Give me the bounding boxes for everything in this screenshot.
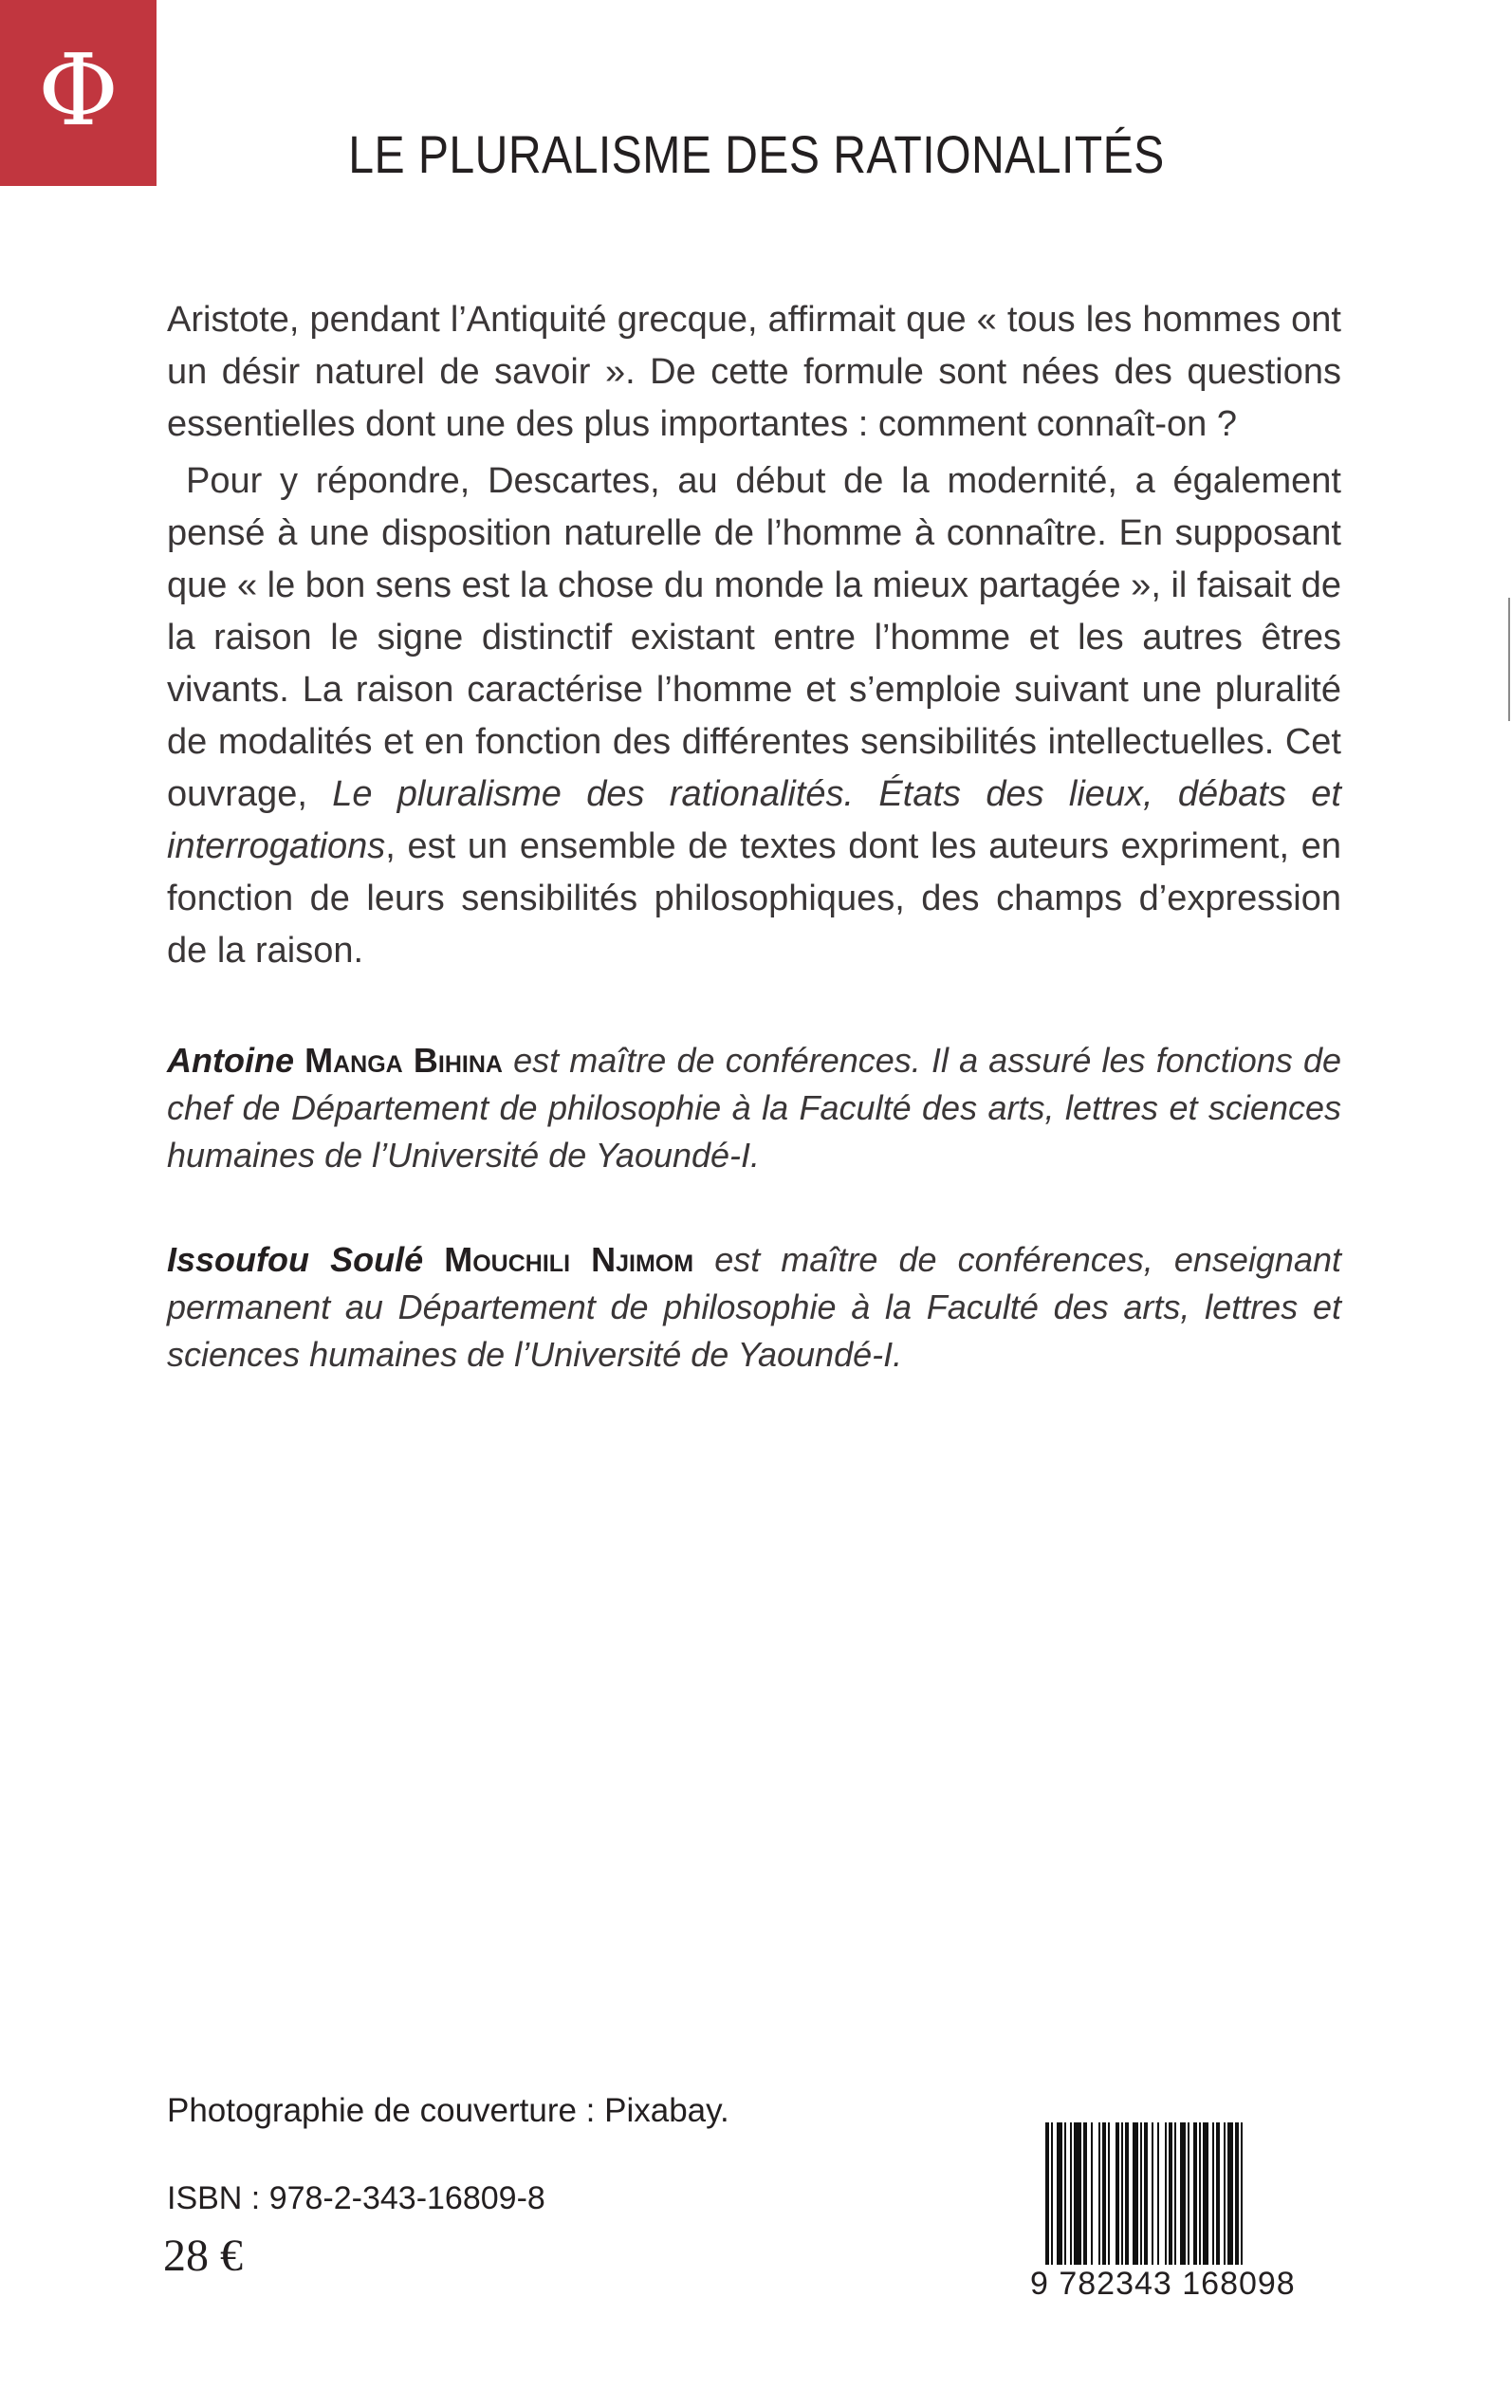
barcode-bar — [1051, 2122, 1053, 2265]
barcode-bar — [1083, 2122, 1087, 2265]
barcode-bar — [1074, 2122, 1081, 2265]
barcode-bar — [1045, 2122, 1049, 2265]
barcode-bar — [1227, 2122, 1233, 2265]
barcode-bar — [1169, 2122, 1172, 2265]
author-bio-text: est maître de conférences, enseignant permanent au Département de philosophie à la Faculté des arts, lettres et sciences humaines de l’Université de Yaoundé-I. — [167, 1240, 1341, 1374]
synopsis-paragraph-1: Aristote, pendant l’Antiquité grecque, affirmait que « tous les hommes ont un désir naturel de savoir ». De cette formule sont nées des questions essentielles dont une des plus importantes : comment connaît-on ? — [167, 300, 1341, 444]
barcode-bar — [1180, 2122, 1186, 2265]
phi-logo-icon: Φ — [37, 32, 120, 148]
barcode-bar — [1057, 2122, 1062, 2265]
barcode-bar — [1140, 2122, 1142, 2265]
barcode-bar — [1235, 2122, 1239, 2265]
barcode-bar — [1152, 2122, 1153, 2265]
barcode-bar — [1070, 2122, 1072, 2265]
barcode-bar — [1116, 2122, 1119, 2265]
barcode-digits: 9 782343 168098 — [1030, 2266, 1296, 2302]
barcode-bar — [1144, 2122, 1148, 2265]
barcode-bar — [1165, 2122, 1167, 2265]
barcode-bar — [1064, 2122, 1066, 2265]
barcode-bar — [1193, 2122, 1197, 2265]
barcode-bar — [1125, 2122, 1129, 2265]
barcode-bar — [1188, 2122, 1189, 2265]
barcode-bar — [1108, 2122, 1110, 2265]
synopsis-text: Pour y répondre, Descartes, au début de la modernité, a également pensé à une disposition naturelle de l’homme à connaître. En supposant que « le bon sens est la chose du monde la mieux partagée », il faisait de la raison le signe distinctif existant entre l’homme et les autres êtres vivants. La raison caractérise l’homme et s’emploie suivant une pluralité de modalités et en fonction des différentes sensibilités intellectuelles. Cet ouvrage, — [167, 461, 1341, 814]
barcode-icon — [1043, 2122, 1334, 2265]
synopsis — [167, 294, 1341, 977]
isbn: ISBN : 978-2-343-16809-8 — [167, 2180, 545, 2216]
book-title-italic: Le pluralisme des rationalités. États des lieux, débats et interrogations — [167, 774, 1341, 866]
barcode-bar — [1203, 2122, 1208, 2265]
barcode-bar — [1174, 2122, 1176, 2265]
price: 28 € — [163, 2231, 243, 2281]
barcode-bar — [1199, 2122, 1201, 2265]
synopsis-text: , est un ensemble de textes dont les auteurs expriment, en fonction de leurs sensibilités philosophiques, des champs d’expression de la raison. — [167, 826, 1341, 971]
barcode-bar — [1133, 2122, 1138, 2265]
author-name: Antoine Manga Bihina — [167, 1041, 503, 1080]
author-bio-2 — [167, 1236, 1341, 1379]
barcode-bar — [1216, 2122, 1220, 2265]
author-name: Issoufou Soulé Mouchili Njimom — [167, 1240, 694, 1279]
barcode-bar — [1102, 2122, 1106, 2265]
barcode-bar — [1241, 2122, 1243, 2265]
barcode-bar — [1121, 2122, 1123, 2265]
synopsis-paragraph-2 — [167, 455, 1341, 977]
author-bio-1 — [167, 1037, 1341, 1179]
book-title: LE PLURALISME DES RATIONALITÉS — [348, 124, 1165, 184]
barcode-bar — [1098, 2122, 1100, 2265]
barcode-bar — [1091, 2122, 1093, 2265]
trim-mark — [1508, 598, 1510, 721]
barcode-bar — [1224, 2122, 1226, 2265]
publisher-logo — [0, 0, 157, 186]
barcode-bar — [1212, 2122, 1214, 2265]
barcode-bar — [1157, 2122, 1159, 2265]
author-bio-text: est maître de conférences. Il a assuré les fonctions de chef de Département de philosophie à la Faculté des arts, lettres et sciences humaines de l’Université de Yaoundé-I. — [167, 1041, 1341, 1175]
photo-credit: Photographie de couverture : Pixabay. — [167, 2092, 729, 2129]
